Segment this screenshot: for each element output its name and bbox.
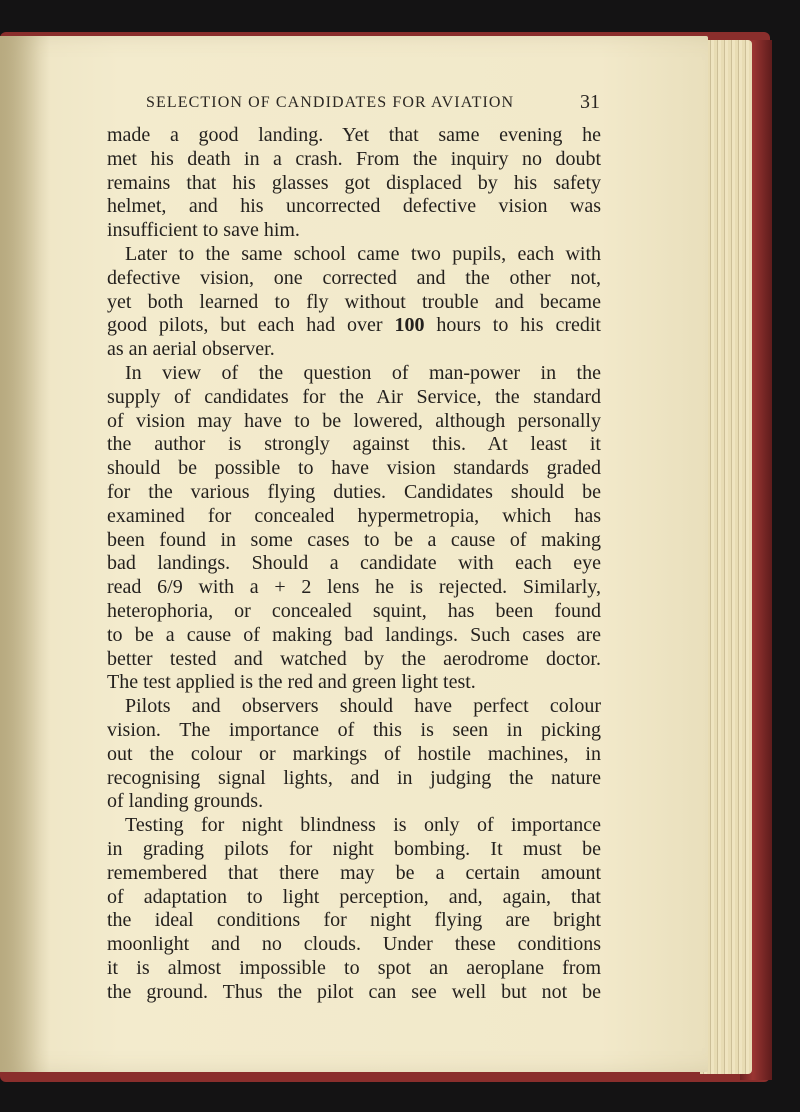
text-line: remembered that there may be a certain amount bbox=[107, 861, 601, 884]
text-line: of vision may have to be lowered, although personally bbox=[107, 409, 601, 432]
text-line: in grading pilots for night bombing. It must be bbox=[107, 837, 601, 860]
text-line: yet both learned to fly without trouble and became bbox=[107, 290, 601, 313]
text-line: the ground. Thus the pilot can see well but not be bbox=[107, 980, 601, 1003]
text-line: it is almost impossible to spot an aeroplane from bbox=[107, 956, 601, 979]
text-line: met his death in a crash. From the inquiry no doubt bbox=[107, 147, 601, 170]
text-line: of landing grounds. bbox=[107, 790, 264, 813]
text-line: moonlight and no clouds. Under these conditions bbox=[107, 933, 601, 956]
page-gutter-shadow bbox=[0, 36, 50, 1072]
text-line: of adaptation to light perception, and, again, that bbox=[107, 885, 601, 908]
text-line: The test applied is the red and green light test. bbox=[107, 671, 476, 694]
body-text bbox=[107, 124, 601, 1004]
text-line: for the various flying duties. Candidates should be bbox=[107, 480, 601, 503]
running-head-title: SELECTION OF CANDIDATES FOR AVIATION bbox=[146, 94, 515, 111]
text-line: as an aerial observer. bbox=[107, 338, 275, 361]
text-line: the author is strongly against this. At least it bbox=[107, 433, 601, 456]
text-line: examined for concealed hypermetropia, which has bbox=[107, 504, 601, 527]
running-head bbox=[146, 91, 600, 117]
text-line: heterophoria, or concealed squint, has been found bbox=[107, 599, 601, 622]
text-line: made a good landing. Yet that same evening he bbox=[107, 124, 601, 146]
text-line: bad landings. Should a candidate with each eye bbox=[107, 552, 601, 575]
text-line: remains that his glasses got displaced by his safety bbox=[107, 171, 601, 194]
text-line: defective vision, one corrected and the other not, bbox=[107, 266, 601, 289]
text-line: Later to the same school came two pupils, each with bbox=[125, 242, 601, 265]
text-line: good pilots, but each had over 100 hours to his credit bbox=[107, 314, 601, 337]
text-line: supply of candidates for the Air Service, the standard bbox=[107, 385, 601, 408]
text-line: insufficient to save him. bbox=[107, 219, 300, 242]
text-line: should be possible to have vision standards graded bbox=[107, 457, 601, 480]
page-number: 31 bbox=[580, 91, 600, 113]
text-line: been found in some cases to be a cause of making bbox=[107, 528, 601, 551]
text-line: to be a cause of making bad landings. Such cases are bbox=[107, 623, 601, 646]
text-line: recognising signal lights, and in judging the nature bbox=[107, 766, 601, 789]
text-line: better tested and watched by the aerodrome doctor. bbox=[107, 647, 601, 670]
text-line: Pilots and observers should have perfect colour bbox=[125, 695, 601, 718]
text-line: helmet, and his uncorrected defective vision was bbox=[107, 195, 601, 218]
text-line: out the colour or markings of hostile machines, in bbox=[107, 742, 601, 765]
text-line: Testing for night blindness is only of importance bbox=[125, 814, 601, 837]
text-line: vision. The importance of this is seen in picking bbox=[107, 718, 601, 741]
text-line: read 6/9 with a + 2 lens he is rejected. Similarly, bbox=[107, 576, 601, 599]
bold-figure: 100 bbox=[394, 314, 425, 337]
text-line: the ideal conditions for night flying are bright bbox=[107, 909, 601, 932]
text-line: In view of the question of man-power in the bbox=[125, 361, 601, 384]
